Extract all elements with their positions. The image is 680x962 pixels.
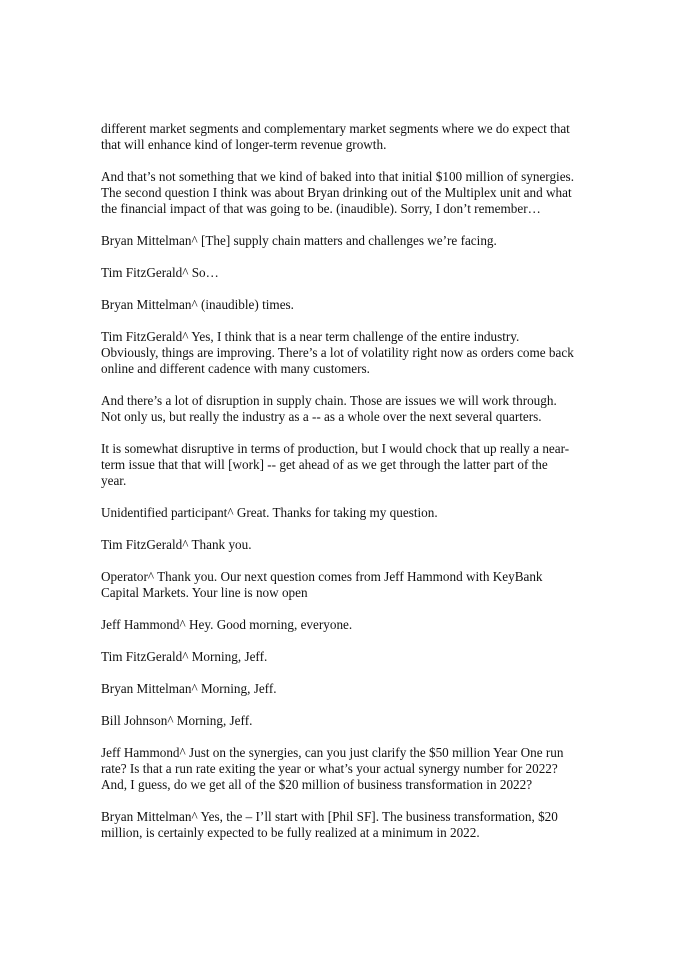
text-line: Unidentified participant^ Great. Thanks for taking my question. [101, 505, 438, 520]
text-line: Tim FitzGerald^ Thank you. [101, 537, 252, 552]
text-line: Bryan Mittelman^ Yes, the – I’ll start with [Phil SF]. The business transformation, $20 [101, 809, 558, 824]
transcript-paragraph [101, 505, 593, 521]
text-line: online and different cadence with many customers. [101, 361, 370, 376]
transcript-paragraph [101, 329, 593, 377]
text-line: that will enhance kind of longer-term revenue growth. [101, 137, 387, 152]
text-line: Obviously, things are improving. There’s a lot of volatility right now as orders come back [101, 345, 574, 360]
text-line: Not only us, but really the industry as a -- as a whole over the next several quarters. [101, 409, 542, 424]
transcript-paragraph [101, 745, 593, 793]
transcript-paragraph [101, 569, 593, 601]
text-line: Bryan Mittelman^ [The] supply chain matters and challenges we’re facing. [101, 233, 497, 248]
text-line: million, is certainly expected to be fully realized at a minimum in 2022. [101, 825, 480, 840]
text-line: Tim FitzGerald^ Morning, Jeff. [101, 649, 268, 664]
text-line: the financial impact of that was going to be. (inaudible). Sorry, I don’t remember… [101, 201, 541, 216]
transcript-paragraph [101, 809, 593, 841]
text-line: Bryan Mittelman^ Morning, Jeff. [101, 681, 277, 696]
text-line: Bill Johnson^ Morning, Jeff. [101, 713, 253, 728]
text-line: Jeff Hammond^ Just on the synergies, can you just clarify the $50 million Year One run [101, 745, 564, 760]
transcript-paragraph [101, 265, 593, 281]
text-line: year. [101, 473, 127, 488]
transcript-paragraph [101, 393, 593, 425]
text-line: And, I guess, do we get all of the $20 million of business transformation in 2022? [101, 777, 533, 792]
text-line: term issue that that will [work] -- get ahead of as we get through the latter part of the [101, 457, 548, 472]
transcript-paragraph [101, 169, 593, 217]
text-line: And there’s a lot of disruption in supply chain. Those are issues we will work through. [101, 393, 557, 408]
transcript-paragraph [101, 681, 593, 697]
transcript-body [101, 121, 593, 857]
text-line: Capital Markets. Your line is now open [101, 585, 308, 600]
transcript-paragraph [101, 297, 593, 313]
text-line: Tim FitzGerald^ So… [101, 265, 219, 280]
text-line: Jeff Hammond^ Hey. Good morning, everyone. [101, 617, 353, 632]
transcript-paragraph [101, 121, 593, 153]
transcript-paragraph [101, 649, 593, 665]
transcript-paragraph [101, 233, 593, 249]
text-line: Bryan Mittelman^ (inaudible) times. [101, 297, 294, 312]
text-line: Operator^ Thank you. Our next question comes from Jeff Hammond with KeyBank [101, 569, 543, 584]
transcript-paragraph [101, 617, 593, 633]
transcript-paragraph [101, 441, 593, 489]
text-line: The second question I think was about Bryan drinking out of the Multiplex unit and what [101, 185, 572, 200]
text-line: different market segments and complementary market segments where we do expect that [101, 121, 570, 136]
text-line: Tim FitzGerald^ Yes, I think that is a near term challenge of the entire industry. [101, 329, 520, 344]
text-line: rate? Is that a run rate exiting the year or what’s your actual synergy number for 2022? [101, 761, 558, 776]
transcript-paragraph [101, 713, 593, 729]
text-line: And that’s not something that we kind of baked into that initial $100 million of synergies. [101, 169, 574, 184]
transcript-paragraph [101, 537, 593, 553]
text-line: It is somewhat disruptive in terms of production, but I would chock that up really a near- [101, 441, 570, 456]
